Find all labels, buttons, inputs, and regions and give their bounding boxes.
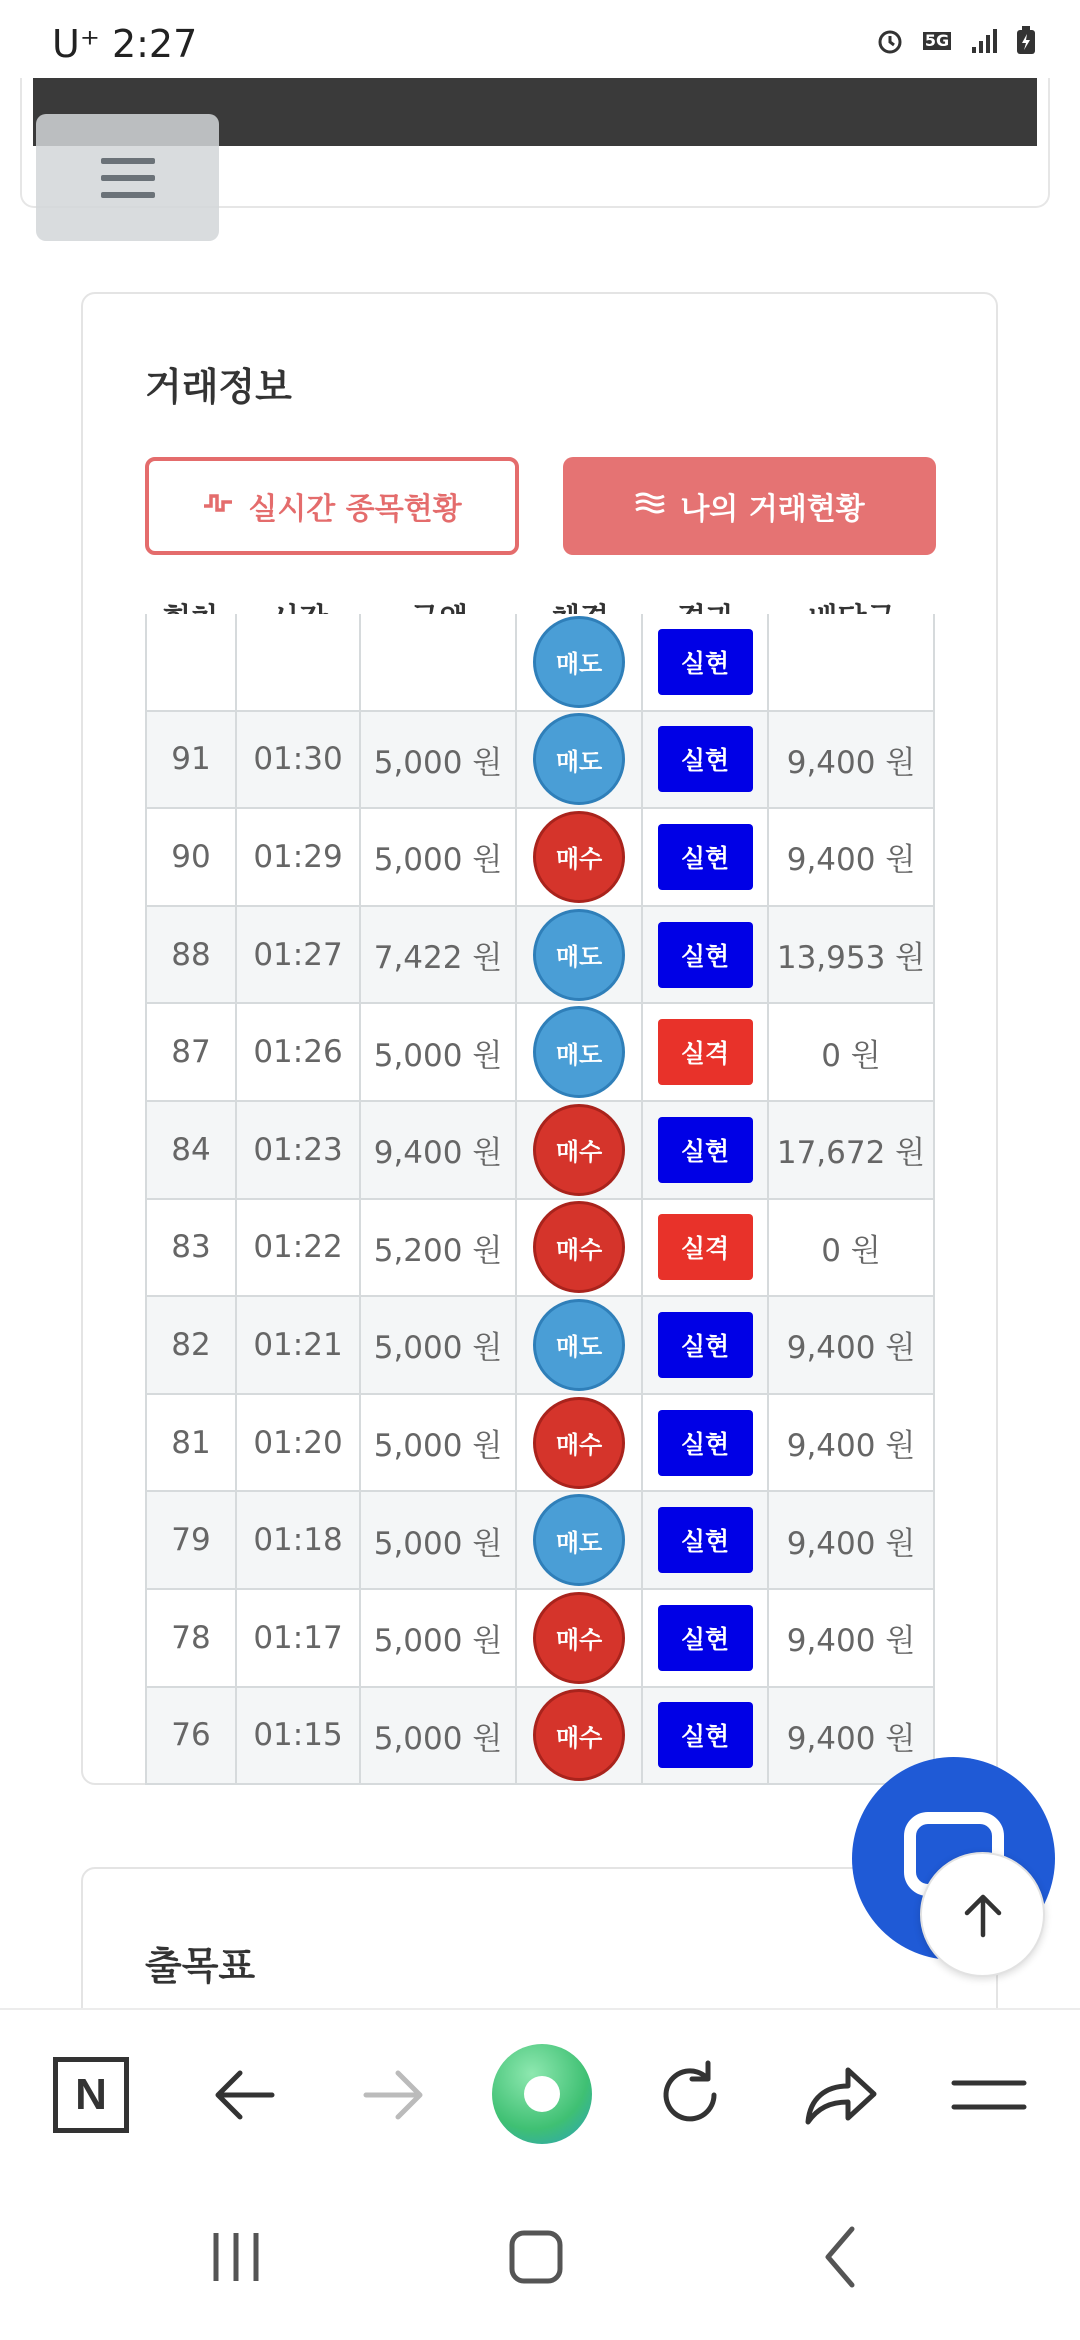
cell-round: 91: [145, 712, 237, 808]
browser-back-button[interactable]: [200, 2050, 290, 2140]
side-buy-badge: 매수: [533, 1201, 625, 1293]
cell-time: 01:29: [237, 809, 361, 905]
table-row: [145, 1200, 935, 1298]
recent-apps-button[interactable]: [196, 2222, 276, 2292]
table-row: [145, 809, 935, 907]
result-win-badge: 실현: [658, 1605, 753, 1671]
tab-live-stock-status[interactable]: [145, 457, 519, 555]
cell-payout: 9,400 원: [769, 1492, 935, 1588]
signal-icon: [970, 26, 998, 56]
draw-table-title: 출목표: [145, 1944, 256, 1988]
cell-side: [517, 809, 643, 905]
alarm-icon: [876, 26, 904, 56]
status-bar: [0, 0, 1080, 80]
naver-home-button[interactable]: [46, 2050, 136, 2140]
share-icon: [800, 2060, 880, 2130]
cell-amount: [361, 614, 517, 710]
side-buy-badge: 매수: [533, 811, 625, 903]
cell-side: [517, 1297, 643, 1393]
cell-round: 81: [145, 1395, 237, 1491]
cell-result: [643, 1395, 769, 1491]
table-row: [145, 907, 935, 1005]
side-buy-badge: 매수: [533, 1104, 625, 1196]
cell-time: 01:21: [237, 1297, 361, 1393]
reload-button[interactable]: [645, 2050, 735, 2140]
system-home-button[interactable]: [496, 2222, 576, 2292]
menu-icon: [950, 2075, 1028, 2115]
cell-side: [517, 1688, 643, 1784]
menu-line: [101, 175, 155, 181]
result-win-badge: 실현: [658, 1117, 753, 1183]
cell-payout: 9,400 원: [769, 809, 935, 905]
cell-side: [517, 1492, 643, 1588]
cell-time: 01:17: [237, 1590, 361, 1686]
cell-amount: 5,000 원: [361, 809, 517, 905]
cell-payout: 13,953 원: [769, 907, 935, 1003]
cell-side: [517, 614, 643, 710]
waves-icon: [634, 489, 666, 524]
cell-time: [237, 614, 361, 710]
cell-payout: 9,400 원: [769, 1297, 935, 1393]
cell-time: 01:30: [237, 712, 361, 808]
side-buy-badge: 매수: [533, 1592, 625, 1684]
table-row: [145, 614, 935, 712]
cell-payout: 9,400 원: [769, 1395, 935, 1491]
share-button[interactable]: [795, 2050, 885, 2140]
cell-round: 83: [145, 1200, 237, 1296]
cell-round: 84: [145, 1102, 237, 1198]
green-dot-button[interactable]: [490, 2042, 594, 2146]
cell-result: [643, 809, 769, 905]
cell-result: [643, 1492, 769, 1588]
arrow-up-icon: [955, 1887, 1011, 1943]
tab-my-trades[interactable]: [563, 457, 936, 555]
cell-result: [643, 907, 769, 1003]
pulse-icon: [202, 489, 234, 524]
cell-round: 78: [145, 1590, 237, 1686]
cell-time: 01:22: [237, 1200, 361, 1296]
browser-menu-button[interactable]: [944, 2050, 1034, 2140]
cell-time: 01:27: [237, 907, 361, 1003]
result-win-badge: 실현: [658, 1507, 753, 1573]
table-row: [145, 1102, 935, 1200]
result-lose-badge: 실격: [658, 1214, 753, 1280]
chevron-left-icon: [820, 2225, 860, 2289]
table-row: [145, 1492, 935, 1590]
cell-payout: 17,672 원: [769, 1102, 935, 1198]
network-label: 5G: [924, 31, 950, 50]
cell-amount: 5,000 원: [361, 1395, 517, 1491]
result-win-badge: 실현: [658, 1702, 753, 1768]
scroll-top-button[interactable]: [920, 1852, 1045, 1977]
cell-amount: 5,200 원: [361, 1200, 517, 1296]
cell-round: [145, 614, 237, 710]
system-back-button[interactable]: [800, 2222, 880, 2292]
cell-result: [643, 1297, 769, 1393]
cell-payout: 0 원: [769, 1200, 935, 1296]
side-sell-badge: 매도: [533, 1299, 625, 1391]
arrow-left-icon: [210, 2065, 280, 2125]
trade-info-card: [81, 292, 998, 1785]
trade-table-body: [145, 614, 935, 1785]
cell-side: [517, 1395, 643, 1491]
cell-side: [517, 1590, 643, 1686]
cell-side: [517, 1200, 643, 1296]
cell-payout: 9,400 원: [769, 712, 935, 808]
side-sell-badge: 매도: [533, 713, 625, 805]
green-dot-icon: [492, 2044, 592, 2144]
cell-amount: 9,400 원: [361, 1102, 517, 1198]
table-row: [145, 712, 935, 810]
cell-side: [517, 712, 643, 808]
cell-round: 79: [145, 1492, 237, 1588]
side-buy-badge: 매수: [533, 1689, 625, 1781]
cell-side: [517, 907, 643, 1003]
table-row: [145, 1590, 935, 1688]
trade-info-title: 거래정보: [145, 365, 292, 409]
cell-round: 76: [145, 1688, 237, 1784]
cell-round: 82: [145, 1297, 237, 1393]
trade-table-scroll[interactable]: [145, 644, 935, 1757]
cell-result: [643, 1590, 769, 1686]
side-sell-badge: 매도: [533, 909, 625, 1001]
side-sell-badge: 매도: [533, 616, 625, 708]
table-row: [145, 1688, 935, 1786]
recent-apps-icon: [208, 2229, 264, 2285]
cell-amount: 5,000 원: [361, 712, 517, 808]
result-win-badge: 실현: [658, 629, 753, 695]
home-square-icon: [506, 2227, 566, 2287]
cell-time: 01:20: [237, 1395, 361, 1491]
cell-side: [517, 1004, 643, 1100]
table-row: [145, 1004, 935, 1102]
cell-result: [643, 1688, 769, 1784]
side-sell-badge: 매도: [533, 1494, 625, 1586]
menu-line: [101, 192, 155, 198]
tab-live-label: 실시간 종목현황: [248, 492, 462, 527]
result-win-badge: 실현: [658, 922, 753, 988]
cell-round: 87: [145, 1004, 237, 1100]
browser-forward-button[interactable]: [348, 2050, 438, 2140]
menu-line: [101, 158, 155, 164]
cell-time: 01:15: [237, 1688, 361, 1784]
cell-result: [643, 1200, 769, 1296]
cell-amount: 5,000 원: [361, 1590, 517, 1686]
result-win-badge: 실현: [658, 1312, 753, 1378]
cell-payout: 9,400 원: [769, 1688, 935, 1784]
cell-payout: 0 원: [769, 1004, 935, 1100]
cell-amount: 5,000 원: [361, 1688, 517, 1784]
status-time: U⁺ 2:27: [52, 22, 198, 66]
result-win-badge: 실현: [658, 726, 753, 792]
cell-amount: 7,422 원: [361, 907, 517, 1003]
status-icons: [876, 26, 1040, 56]
cell-time: 01:26: [237, 1004, 361, 1100]
cell-time: 01:23: [237, 1102, 361, 1198]
result-win-badge: 실현: [658, 824, 753, 890]
cell-result: [643, 1102, 769, 1198]
cell-payout: 9,400 원: [769, 1590, 935, 1686]
cell-amount: 5,000 원: [361, 1492, 517, 1588]
system-navigation-bar: [0, 2178, 1080, 2340]
network-5g-icon: [918, 26, 956, 56]
cell-amount: 5,000 원: [361, 1004, 517, 1100]
side-buy-badge: 매수: [533, 1397, 625, 1489]
cell-result: [643, 712, 769, 808]
cell-side: [517, 1102, 643, 1198]
result-lose-badge: 실격: [658, 1019, 753, 1085]
table-row: [145, 1395, 935, 1493]
cell-round: 90: [145, 809, 237, 905]
result-win-badge: 실현: [658, 1410, 753, 1476]
table-row: [145, 1297, 935, 1395]
browser-toolbar: [0, 2008, 1080, 2178]
cell-amount: 5,000 원: [361, 1297, 517, 1393]
arrow-right-icon: [358, 2065, 428, 2125]
battery-icon: [1012, 26, 1040, 56]
cell-time: 01:18: [237, 1492, 361, 1588]
tab-mine-label: 나의 거래현황: [680, 492, 865, 527]
cell-result: [643, 1004, 769, 1100]
naver-logo-icon: N: [53, 2057, 129, 2133]
cell-round: 88: [145, 907, 237, 1003]
cell-payout: [769, 614, 935, 710]
hamburger-menu-button[interactable]: [36, 114, 219, 241]
side-sell-badge: 매도: [533, 1006, 625, 1098]
cell-result: [643, 614, 769, 710]
reload-icon: [652, 2057, 728, 2133]
